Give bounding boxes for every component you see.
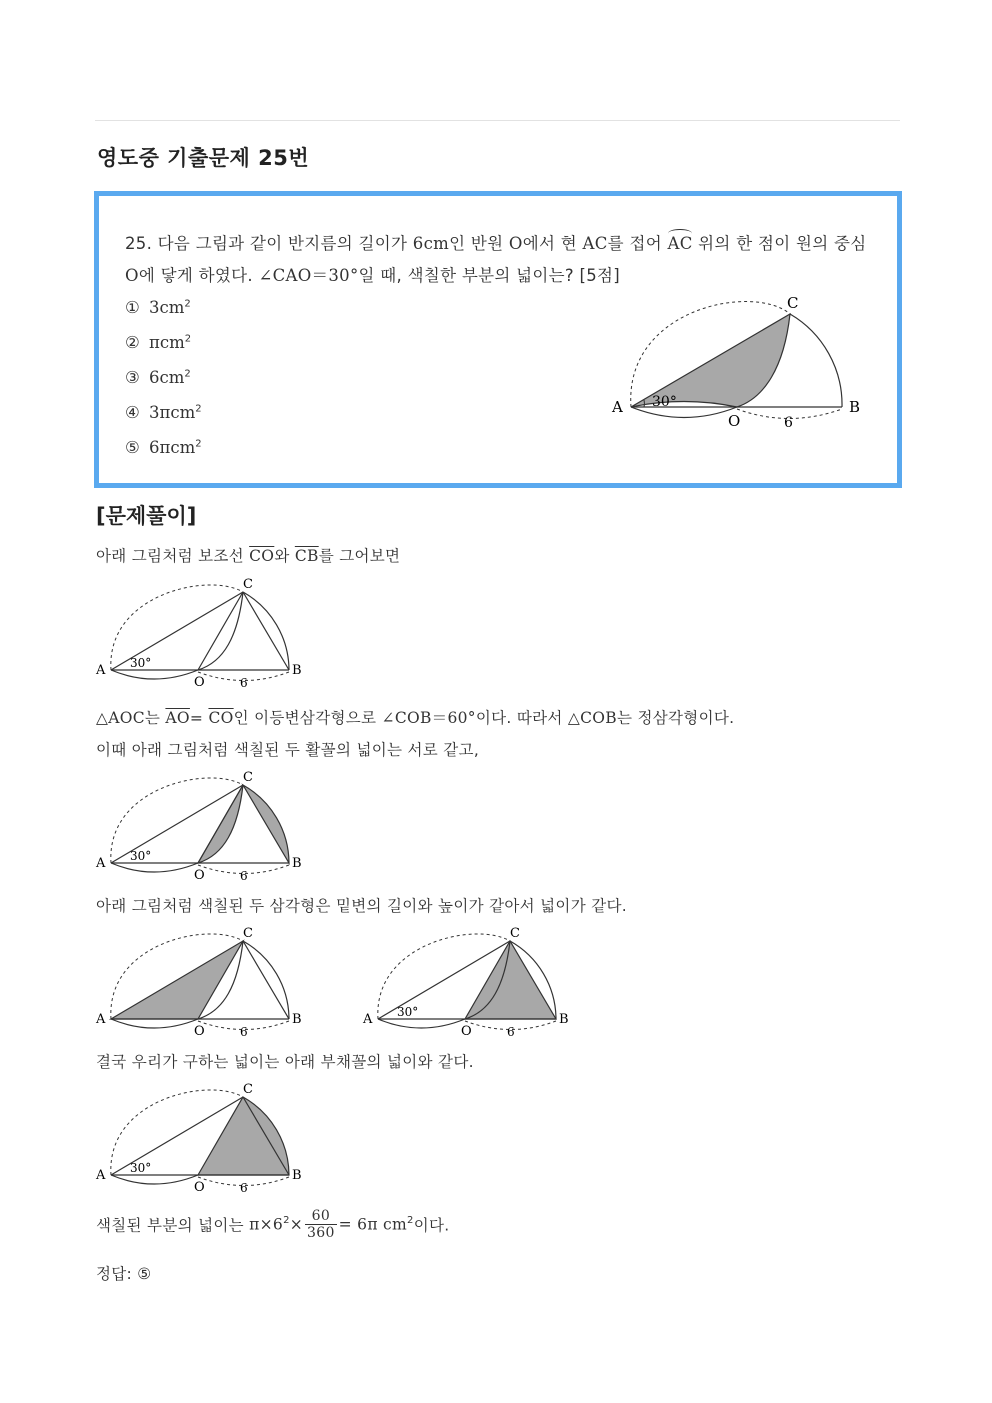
question-text: 인 반원 — [449, 234, 509, 253]
radius-value: 6 — [412, 234, 424, 253]
solution-figure-1 — [94, 574, 314, 690]
chord-label: AC — [582, 234, 608, 253]
question-text: 위의 한 점이 원의 중심 — [692, 234, 867, 253]
solution-line-2 — [96, 706, 734, 728]
solution-line-6 — [96, 1208, 450, 1241]
segment-CO — [198, 592, 243, 670]
choice-1[interactable]: ① $3cm^2$ — [125, 298, 191, 317]
choice-5[interactable]: ⑤ 6πcm$^2$ — [125, 438, 202, 457]
choice-3[interactable]: ③ $6cm^2$ — [125, 368, 191, 387]
angle-COB: ∠COB＝60° — [381, 709, 476, 727]
segment-CB — [243, 592, 289, 670]
segment-CO: $\overline{CO}$ — [249, 547, 275, 565]
triangle-AOC: △AOC — [96, 709, 145, 727]
label-B: B — [292, 663, 302, 678]
label-C: C — [243, 926, 253, 941]
label-C: C — [510, 926, 520, 941]
label-A: A — [96, 663, 106, 678]
label-radius: 6 — [507, 1025, 515, 1039]
solution-line-4: 아래 그림처럼 색칠된 두 삼각형은 밑변의 길이와 높이가 같아서 넓이가 같다. — [96, 897, 627, 915]
question-text: 에 닿게 하였다. — [138, 266, 259, 285]
solution-text: = — [189, 709, 209, 727]
label-O: O — [194, 1180, 205, 1195]
solution-text: 와 — [274, 547, 295, 565]
fraction-numerator: 60 — [305, 1208, 337, 1225]
label-angle: 30° — [130, 656, 152, 670]
exponent: 2 — [407, 1214, 414, 1226]
solution-line-5: 결국 우리가 구하는 넓이는 아래 부채꼴의 넓이와 같다. — [96, 1053, 474, 1071]
label-radius: 6 — [784, 415, 793, 431]
lower-arc — [111, 863, 198, 872]
lower-arc — [111, 1175, 198, 1184]
label-A: A — [96, 1168, 106, 1183]
center-label: O — [508, 234, 523, 253]
solution-text: 는 — [144, 709, 166, 727]
question-box — [94, 191, 902, 488]
label-B: B — [292, 1168, 302, 1183]
label-O: O — [194, 868, 205, 883]
question-text: 25. 다음 그림과 같이 반지름의 길이가 — [125, 234, 413, 253]
answer-line: 정답: ⑤ — [96, 1265, 152, 1283]
choice-4[interactable]: ④ 3πcm$^2$ — [125, 403, 202, 422]
lower-arc — [111, 1019, 198, 1028]
solution-line-3: 이때 아래 그림처럼 색칠된 두 활꼴의 넓이는 서로 같고, — [96, 741, 480, 759]
lower-arc — [111, 670, 198, 679]
label-O: O — [461, 1024, 472, 1039]
solution-line-1 — [96, 544, 400, 566]
solution-figure-4 — [94, 1079, 314, 1195]
solution-text: 색칠된 부분의 넓이는 — [96, 1216, 250, 1235]
solution-text: 아래 그림처럼 보조선 — [96, 547, 250, 565]
solution-text: 이다. — [413, 1216, 450, 1235]
solution-figure-2 — [94, 767, 314, 883]
triangle-COB: △COB — [567, 709, 617, 727]
solution-figure-3b — [361, 923, 581, 1039]
label-radius: 6 — [240, 1025, 248, 1039]
question-text: 를 접어 — [607, 234, 668, 253]
label-angle: 30° — [652, 394, 677, 410]
segment-AO: $\overline{AO}$ — [165, 709, 190, 727]
page-title: 영도중 기출문제 25번 — [97, 146, 310, 170]
label-B: B — [559, 1012, 569, 1027]
radius-unit: cm — [423, 234, 450, 253]
label-A: A — [96, 856, 106, 871]
semicircle-arc — [790, 314, 842, 407]
solution-text: 인 이등변삼각형으로 — [233, 709, 382, 727]
label-B: B — [292, 1012, 302, 1027]
solution-text: 를 그어보면 — [318, 547, 401, 565]
label-A: A — [363, 1012, 373, 1027]
label-C: C — [243, 770, 253, 785]
solution-heading: [문제풀이] — [96, 504, 197, 528]
segment-CO: $\overline{CO}$ — [208, 709, 234, 727]
arc-label: AC — [667, 234, 693, 253]
lower-arc — [631, 407, 737, 418]
label-radius: 6 — [240, 1181, 248, 1195]
formula-part: × — [289, 1215, 304, 1234]
label-A: A — [96, 1012, 106, 1027]
segment-CB: $\overline{CB}$ — [294, 547, 319, 565]
solution-text: 이다. 따라서 — [475, 709, 568, 727]
label-angle: 30° — [397, 1005, 419, 1019]
angle-expression: ∠CAO＝30° — [258, 266, 359, 285]
label-C: C — [787, 294, 799, 312]
lower-arc — [378, 1019, 465, 1028]
solution-figure-3a — [94, 923, 314, 1039]
label-A: A — [612, 398, 623, 416]
segment-CB — [243, 941, 289, 1019]
label-O: O — [194, 1024, 205, 1039]
segment-CO — [198, 785, 243, 863]
shaded-sector — [198, 1097, 289, 1175]
label-angle: 30° — [130, 849, 152, 863]
label-O: O — [728, 412, 741, 430]
question-text: 에서 현 — [522, 234, 583, 253]
label-O: O — [194, 675, 205, 690]
shaded-triangle-COB — [465, 941, 556, 1019]
question-line-1 — [125, 230, 867, 254]
question-line-2 — [125, 262, 620, 286]
label-C: C — [243, 577, 253, 592]
label-C: C — [243, 1082, 253, 1097]
center-label: O — [125, 266, 139, 285]
choice-2[interactable]: ② πcm$^2$ — [125, 333, 192, 352]
fraction — [305, 1208, 337, 1241]
label-B: B — [292, 856, 302, 871]
formula-part: π×6 — [249, 1215, 284, 1234]
label-radius: 6 — [240, 676, 248, 690]
formula-part: = 6π cm — [338, 1215, 408, 1234]
label-radius: 6 — [240, 869, 248, 883]
label-angle: 30° — [130, 1161, 152, 1175]
question-text: 일 때, 색칠한 부분의 넓이는? [5점] — [358, 266, 620, 285]
label-B: B — [849, 398, 861, 416]
top-divider — [95, 120, 900, 121]
shaded-triangle-AOC — [111, 941, 243, 1019]
fraction-denominator: 360 — [307, 1225, 335, 1241]
exponent: 2 — [283, 1214, 290, 1226]
question-figure — [604, 288, 874, 438]
shaded-segment-right — [243, 785, 289, 863]
solution-text: 는 정삼각형이다. — [616, 709, 735, 727]
